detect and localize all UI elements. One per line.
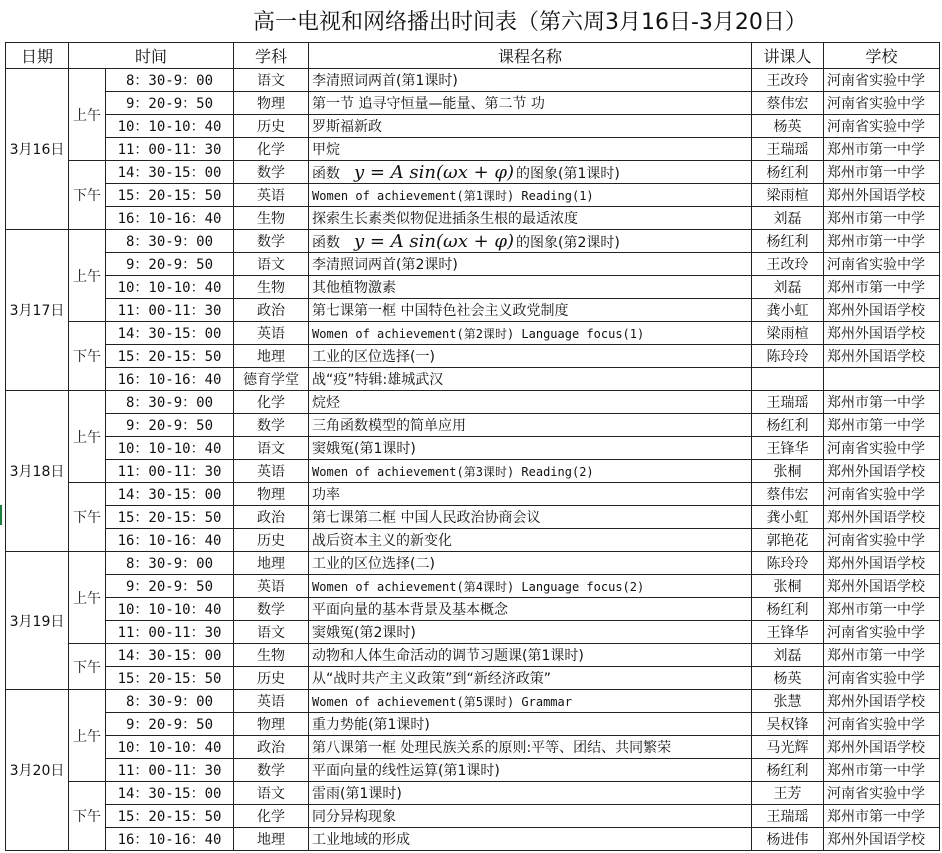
teacher-cell: 王芳 [752,782,824,805]
school-cell: 郑州市第一中学 [824,759,940,782]
course-cell: 窦娥冤(第2课时) [309,621,752,644]
teacher-cell: 梁雨楦 [752,184,824,207]
time-cell: 8：30-9：00 [106,69,234,92]
time-cell: 16：10-16：40 [106,529,234,552]
time-cell: 9：20-9：50 [106,92,234,115]
time-cell: 15：20-15：50 [106,805,234,828]
school-cell: 河南省实验中学 [824,92,940,115]
teacher-cell: 杨红利 [752,759,824,782]
subject-cell: 德育学堂 [234,368,309,391]
time-cell: 11：00-11：30 [106,759,234,782]
school-cell: 郑州外国语学校 [824,736,940,759]
course-cell: 动物和人体生命活动的调节习题课(第1课时) [309,644,752,667]
time-cell: 14：30-15：00 [106,322,234,345]
teacher-cell: 蔡伟宏 [752,483,824,506]
course-cell: 同分异构现象 [309,805,752,828]
teacher-cell: 郭艳花 [752,529,824,552]
course-cell: 烷烃 [309,391,752,414]
course-cell: 雷雨(第1课时) [309,782,752,805]
table-row [6,828,940,851]
page-title: 高一电视和网络播出时间表（第六周3月16日-3月20日） [253,10,807,35]
course-cell: 李清照词两首(第1课时) [309,69,752,92]
time-cell: 9：20-9：50 [106,575,234,598]
table-row [6,759,940,782]
table-row [6,805,940,828]
subject-cell: 英语 [234,184,309,207]
period-cell: 下午 [69,782,106,851]
time-cell: 14：30-15：00 [106,644,234,667]
school-cell: 郑州市第一中学 [824,391,940,414]
table-row [6,713,940,736]
period-cell: 上午 [69,552,106,644]
time-cell: 11：00-11：30 [106,299,234,322]
subject-cell: 化学 [234,805,309,828]
school-cell: 郑州外国语学校 [824,575,940,598]
table-row [6,161,940,184]
subject-cell: 地理 [234,345,309,368]
school-cell: 河南省实验中学 [824,69,940,92]
course-cell: Women of achievement(第1课时) Reading(1) [309,184,752,207]
time-cell: 11：00-11：30 [106,621,234,644]
subject-cell: 生物 [234,207,309,230]
time-cell: 11：00-11：30 [106,138,234,161]
time-cell: 11：00-11：30 [106,460,234,483]
school-cell: 河南省实验中学 [824,483,940,506]
table-row [6,207,940,230]
header-subject: 学科 [234,43,309,69]
table-row [6,483,940,506]
table-row [6,138,940,161]
teacher-cell: 龚小虹 [752,299,824,322]
school-cell: 郑州市第一中学 [824,138,940,161]
table-row [6,322,940,345]
schedule-body [6,69,940,851]
teacher-cell: 蔡伟宏 [752,92,824,115]
course-cell: 功率 [309,483,752,506]
date-cell: 3月17日 [6,230,69,391]
header-time: 时间 [69,43,234,69]
table-row [6,529,940,552]
subject-cell: 历史 [234,529,309,552]
subject-cell: 生物 [234,644,309,667]
course-cell [309,230,752,253]
header-teacher: 讲课人 [752,43,824,69]
school-cell: 郑州外国语学校 [824,460,940,483]
course-cell: 第一节 追寻守恒量—能量、第二节 功 [309,92,752,115]
teacher-cell: 杨进伟 [752,828,824,851]
subject-cell: 物理 [234,713,309,736]
school-cell: 郑州外国语学校 [824,184,940,207]
table-row [6,506,940,529]
course-suffix: 的图象(第1课时) [516,165,620,182]
subject-cell: 历史 [234,667,309,690]
subject-cell: 化学 [234,391,309,414]
subject-cell: 英语 [234,690,309,713]
subject-cell: 语文 [234,69,309,92]
teacher-cell: 杨红利 [752,161,824,184]
course-cell: 探索生长素类似物促进插条生根的最适浓度 [309,207,752,230]
subject-cell: 语文 [234,621,309,644]
school-cell: 郑州市第一中学 [824,207,940,230]
time-cell: 8：30-9：00 [106,391,234,414]
school-cell: 郑州外国语学校 [824,299,940,322]
school-cell: 河南省实验中学 [824,782,940,805]
teacher-cell: 杨红利 [752,598,824,621]
school-cell: 河南省实验中学 [824,667,940,690]
table-row [6,184,940,207]
subject-cell: 物理 [234,92,309,115]
table-row [6,667,940,690]
period-cell: 下午 [69,161,106,230]
time-cell: 16：10-16：40 [106,207,234,230]
time-cell: 10：10-10：40 [106,598,234,621]
period-cell: 上午 [69,69,106,161]
course-cell: 其他植物激素 [309,276,752,299]
teacher-cell: 王锋华 [752,621,824,644]
teacher-cell: 张桐 [752,575,824,598]
time-cell: 8：30-9：00 [106,552,234,575]
subject-cell: 数学 [234,414,309,437]
school-cell: 河南省实验中学 [824,529,940,552]
course-cell: Women of achievement(第3课时) Reading(2) [309,460,752,483]
time-cell: 16：10-16：40 [106,368,234,391]
table-row [6,253,940,276]
school-cell: 郑州市第一中学 [824,161,940,184]
subject-cell: 政治 [234,299,309,322]
school-cell: 郑州外国语学校 [824,506,940,529]
course-cell [309,161,752,184]
school-cell: 郑州市第一中学 [824,805,940,828]
time-cell: 14：30-15：00 [106,161,234,184]
course-cell: 第七课第一框 中国特色社会主义政党制度 [309,299,752,322]
table-row [6,391,940,414]
course-cell: 工业地域的形成 [309,828,752,851]
formula-text: y = A sin(ωx + φ) [354,230,515,252]
school-cell: 郑州外国语学校 [824,322,940,345]
table-row [6,276,940,299]
period-cell: 上午 [69,690,106,782]
course-cell: 平面向量的线性运算(第1课时) [309,759,752,782]
time-cell: 15：20-15：50 [106,184,234,207]
table-row [6,782,940,805]
subject-cell: 数学 [234,759,309,782]
teacher-cell: 杨英 [752,115,824,138]
school-cell: 河南省实验中学 [824,115,940,138]
teacher-cell: 马光辉 [752,736,824,759]
school-cell: 郑州市第一中学 [824,276,940,299]
time-cell: 10：10-10：40 [106,437,234,460]
teacher-cell: 杨英 [752,667,824,690]
time-cell: 14：30-15：00 [106,782,234,805]
table-row [6,690,940,713]
school-cell: 河南省实验中学 [824,437,940,460]
period-cell: 下午 [69,483,106,552]
table-row [6,368,940,391]
subject-cell: 物理 [234,483,309,506]
teacher-cell: 吴权锋 [752,713,824,736]
header-course: 课程名称 [309,43,752,69]
table-row [6,644,940,667]
subject-cell: 历史 [234,115,309,138]
subject-cell: 地理 [234,828,309,851]
teacher-cell: 王改玲 [752,253,824,276]
subject-cell: 政治 [234,506,309,529]
date-cell: 3月18日 [6,391,69,552]
school-cell: 河南省实验中学 [824,713,940,736]
course-cell: 战“疫”特辑:雄城武汉 [309,368,752,391]
subject-cell: 数学 [234,161,309,184]
date-cell: 3月20日 [6,690,69,851]
time-cell: 9：20-9：50 [106,253,234,276]
course-suffix: 的图象(第2课时) [516,234,620,251]
subject-cell: 数学 [234,230,309,253]
school-cell: 郑州外国语学校 [824,552,940,575]
course-cell: 工业的区位选择(一) [309,345,752,368]
table-row [6,299,940,322]
period-cell: 下午 [69,644,106,690]
course-prefix: 函数 [312,165,341,182]
subject-cell: 英语 [234,575,309,598]
table-row [6,736,940,759]
period-cell: 上午 [69,230,106,322]
time-cell: 15：20-15：50 [106,667,234,690]
table-row [6,460,940,483]
course-cell: 平面向量的基本背景及基本概念 [309,598,752,621]
course-cell: 第八课第一框 处理民族关系的原则:平等、团结、共同繁荣 [309,736,752,759]
header-school: 学校 [824,43,940,69]
row-selection-marker [0,505,2,525]
school-cell: 河南省实验中学 [824,621,940,644]
course-cell: Women of achievement(第2课时) Language focus(1) [309,322,752,345]
teacher-cell: 王瑞瑶 [752,138,824,161]
school-cell: 郑州外国语学校 [824,345,940,368]
subject-cell: 政治 [234,736,309,759]
table-row [6,69,940,92]
table-row [6,598,940,621]
time-cell: 8：30-9：00 [106,230,234,253]
time-cell: 10：10-10：40 [106,115,234,138]
subject-cell: 语文 [234,782,309,805]
school-cell [824,368,940,391]
subject-cell: 数学 [234,598,309,621]
school-cell: 郑州市第一中学 [824,414,940,437]
table-row [6,230,940,253]
time-cell: 15：20-15：50 [106,345,234,368]
table-row [6,575,940,598]
time-cell: 8：30-9：00 [106,690,234,713]
course-cell: 罗斯福新政 [309,115,752,138]
subject-cell: 生物 [234,276,309,299]
period-cell: 上午 [69,391,106,483]
header-date: 日期 [6,43,69,69]
time-cell: 10：10-10：40 [106,736,234,759]
course-cell: 第七课第二框 中国人民政治协商会议 [309,506,752,529]
formula-text: y = A sin(ωx + φ) [354,161,515,183]
course-cell: 重力势能(第1课时) [309,713,752,736]
table-row [6,621,940,644]
school-cell: 郑州市第一中学 [824,230,940,253]
period-cell: 下午 [69,322,106,391]
subject-cell: 英语 [234,460,309,483]
time-cell: 10：10-10：40 [106,276,234,299]
subject-cell: 地理 [234,552,309,575]
subject-cell: 语文 [234,437,309,460]
schedule-table [5,42,940,851]
time-cell: 15：20-15：50 [106,506,234,529]
teacher-cell: 王瑞瑶 [752,391,824,414]
date-cell: 3月16日 [6,69,69,230]
teacher-cell: 梁雨楦 [752,322,824,345]
time-cell: 9：20-9：50 [106,414,234,437]
subject-cell: 英语 [234,322,309,345]
course-cell: 窦娥冤(第1课时) [309,437,752,460]
course-prefix: 函数 [312,234,341,251]
school-cell: 郑州外国语学校 [824,828,940,851]
teacher-cell: 杨红利 [752,230,824,253]
teacher-cell: 张桐 [752,460,824,483]
date-cell: 3月19日 [6,552,69,690]
course-cell: Women of achievement(第4课时) Language focus(2) [309,575,752,598]
header-row [6,43,940,69]
subject-cell: 语文 [234,253,309,276]
course-cell: 三角函数模型的简单应用 [309,414,752,437]
course-cell: 甲烷 [309,138,752,161]
course-cell: 从“战时共产主义政策”到“新经济政策” [309,667,752,690]
subject-cell: 化学 [234,138,309,161]
teacher-cell: 龚小虹 [752,506,824,529]
table-row [6,115,940,138]
teacher-cell [752,368,824,391]
course-cell: 工业的区位选择(二) [309,552,752,575]
teacher-cell: 王锋华 [752,437,824,460]
school-cell: 郑州市第一中学 [824,644,940,667]
teacher-cell: 陈玲玲 [752,345,824,368]
course-cell: Women of achievement(第5课时) Grammar [309,690,752,713]
teacher-cell: 刘磊 [752,644,824,667]
time-cell: 9：20-9：50 [106,713,234,736]
school-cell: 河南省实验中学 [824,253,940,276]
table-row [6,414,940,437]
course-cell: 战后资本主义的新变化 [309,529,752,552]
time-cell: 16：10-16：40 [106,828,234,851]
teacher-cell: 刘磊 [752,207,824,230]
table-row [6,552,940,575]
table-row [6,345,940,368]
time-cell: 14：30-15：00 [106,483,234,506]
table-row [6,437,940,460]
teacher-cell: 王改玲 [752,69,824,92]
teacher-cell: 张慧 [752,690,824,713]
teacher-cell: 陈玲玲 [752,552,824,575]
teacher-cell: 刘磊 [752,276,824,299]
school-cell: 郑州外国语学校 [824,690,940,713]
teacher-cell: 王瑞瑶 [752,805,824,828]
course-cell: 李清照词两首(第2课时) [309,253,752,276]
teacher-cell: 杨红利 [752,414,824,437]
table-row [6,92,940,115]
school-cell: 郑州市第一中学 [824,598,940,621]
